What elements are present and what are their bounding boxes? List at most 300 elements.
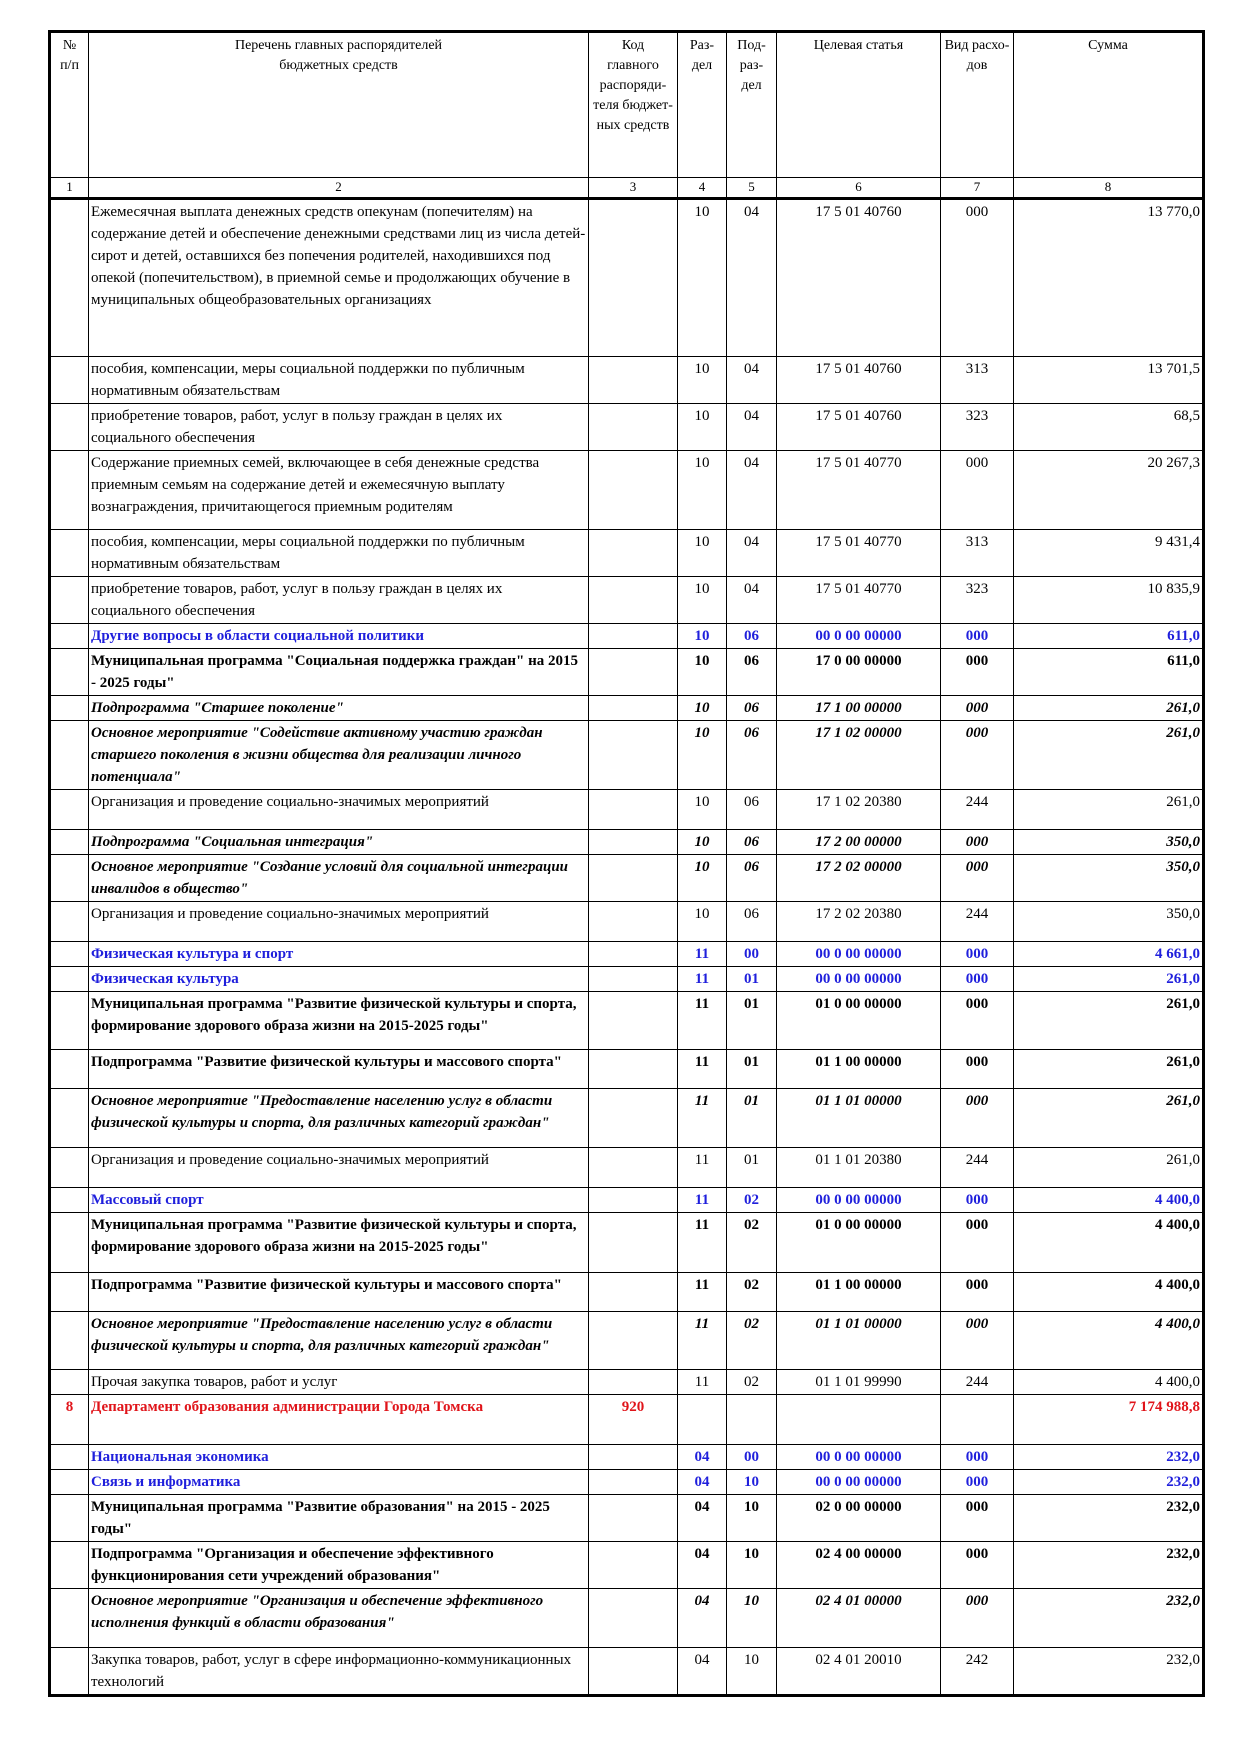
row-admin-code: 920 <box>589 1395 678 1445</box>
column-number: 3 <box>589 178 678 199</box>
row-target-article: 01 1 01 00000 <box>777 1089 941 1148</box>
row-expense-type: 000 <box>941 1273 1014 1312</box>
row-expense-type: 000 <box>941 1213 1014 1273</box>
row-section: 10 <box>678 721 727 790</box>
row-number <box>50 1312 89 1370</box>
table-row <box>50 1312 1204 1370</box>
row-target-article: 17 2 02 00000 <box>777 855 941 902</box>
row-expense-type: 000 <box>941 721 1014 790</box>
row-expense-type: 000 <box>941 649 1014 696</box>
row-amount: 611,0 <box>1014 649 1204 696</box>
row-target-article: 17 5 01 40760 <box>777 404 941 451</box>
row-expense-type: 244 <box>941 1370 1014 1395</box>
table-row <box>50 1445 1204 1470</box>
row-target-article: 17 5 01 40770 <box>777 577 941 624</box>
row-subsection: 06 <box>727 649 777 696</box>
row-admin-code <box>589 530 678 577</box>
row-number <box>50 902 89 942</box>
row-target-article: 01 0 00 00000 <box>777 992 941 1050</box>
row-target-article <box>777 1395 941 1445</box>
row-amount: 261,0 <box>1014 1089 1204 1148</box>
row-subsection: 04 <box>727 357 777 404</box>
table-row <box>50 649 1204 696</box>
row-name: Прочая закупка товаров, работ и услуг <box>89 1370 589 1395</box>
row-expense-type: 313 <box>941 357 1014 404</box>
row-amount: 261,0 <box>1014 1148 1204 1188</box>
row-amount: 232,0 <box>1014 1445 1204 1470</box>
row-target-article: 00 0 00 00000 <box>777 967 941 992</box>
row-expense-type: 323 <box>941 577 1014 624</box>
row-amount: 20 267,3 <box>1014 451 1204 530</box>
row-subsection: 10 <box>727 1495 777 1542</box>
row-section: 11 <box>678 1273 727 1312</box>
row-number <box>50 1089 89 1148</box>
row-section: 10 <box>678 790 727 830</box>
row-amount: 4 400,0 <box>1014 1213 1204 1273</box>
row-admin-code <box>589 1213 678 1273</box>
row-section: 10 <box>678 902 727 942</box>
row-amount: 4 400,0 <box>1014 1370 1204 1395</box>
row-subsection: 04 <box>727 404 777 451</box>
row-admin-code <box>589 1542 678 1589</box>
row-subsection: 02 <box>727 1273 777 1312</box>
row-subsection: 10 <box>727 1542 777 1589</box>
table-row <box>50 1213 1204 1273</box>
row-expense-type: 000 <box>941 1312 1014 1370</box>
row-section: 11 <box>678 992 727 1050</box>
row-name: Основное мероприятие "Организация и обеспечение эффективного исполнения функций в области образования" <box>89 1589 589 1648</box>
row-name: Физическая культура <box>89 967 589 992</box>
row-amount: 4 661,0 <box>1014 942 1204 967</box>
row-admin-code <box>589 721 678 790</box>
table-row <box>50 1589 1204 1648</box>
row-subsection: 06 <box>727 855 777 902</box>
table-row <box>50 1370 1204 1395</box>
row-number <box>50 649 89 696</box>
row-admin-code <box>589 357 678 404</box>
row-section: 11 <box>678 967 727 992</box>
row-amount: 68,5 <box>1014 404 1204 451</box>
row-subsection: 06 <box>727 624 777 649</box>
row-name: Закупка товаров, работ, услуг в сфере информационно-коммуникационных технологий <box>89 1648 589 1696</box>
row-subsection: 04 <box>727 199 777 357</box>
row-amount: 232,0 <box>1014 1542 1204 1589</box>
row-number <box>50 1370 89 1395</box>
row-section: 11 <box>678 1089 727 1148</box>
row-name: Основное мероприятие "Предоставление населению услуг в области физической культуры и спорта, для различных категорий граждан" <box>89 1312 589 1370</box>
row-section: 10 <box>678 830 727 855</box>
row-amount: 13 770,0 <box>1014 199 1204 357</box>
row-amount: 350,0 <box>1014 830 1204 855</box>
row-name: Связь и информатика <box>89 1470 589 1495</box>
row-target-article: 02 4 00 00000 <box>777 1542 941 1589</box>
row-expense-type: 000 <box>941 830 1014 855</box>
row-expense-type: 000 <box>941 624 1014 649</box>
row-number <box>50 1470 89 1495</box>
row-admin-code <box>589 696 678 721</box>
column-number: 8 <box>1014 178 1204 199</box>
row-section: 10 <box>678 855 727 902</box>
row-number <box>50 1495 89 1542</box>
row-number <box>50 404 89 451</box>
row-subsection: 02 <box>727 1312 777 1370</box>
row-expense-type: 000 <box>941 1495 1014 1542</box>
row-name: Муниципальная программа "Развитие физической культуры и спорта, формирование здорового образа жизни на 2015-2025 годы" <box>89 1213 589 1273</box>
row-target-article: 01 1 01 00000 <box>777 1312 941 1370</box>
row-admin-code <box>589 1188 678 1213</box>
row-subsection: 00 <box>727 942 777 967</box>
column-number-row <box>50 178 1204 199</box>
row-target-article: 17 1 00 00000 <box>777 696 941 721</box>
row-target-article: 02 4 01 20010 <box>777 1648 941 1696</box>
table-row <box>50 1148 1204 1188</box>
row-section: 04 <box>678 1445 727 1470</box>
row-section <box>678 1395 727 1445</box>
row-target-article: 00 0 00 00000 <box>777 1470 941 1495</box>
row-admin-code <box>589 1470 678 1495</box>
row-amount: 232,0 <box>1014 1495 1204 1542</box>
row-expense-type: 000 <box>941 696 1014 721</box>
row-target-article: 02 4 01 00000 <box>777 1589 941 1648</box>
row-number <box>50 830 89 855</box>
row-target-article: 17 1 02 00000 <box>777 721 941 790</box>
row-section: 11 <box>678 1213 727 1273</box>
row-target-article: 17 5 01 40770 <box>777 451 941 530</box>
header-target-article: Целевая статья <box>777 32 941 178</box>
table-row <box>50 451 1204 530</box>
row-section: 10 <box>678 577 727 624</box>
row-target-article: 02 0 00 00000 <box>777 1495 941 1542</box>
row-expense-type: 244 <box>941 902 1014 942</box>
row-name: Муниципальная программа "Развитие физической культуры и спорта, формирование здорового образа жизни на 2015-2025 годы" <box>89 992 589 1050</box>
row-number <box>50 790 89 830</box>
row-section: 11 <box>678 1148 727 1188</box>
row-section: 04 <box>678 1648 727 1696</box>
row-subsection: 04 <box>727 451 777 530</box>
row-admin-code <box>589 451 678 530</box>
row-name: Массовый спорт <box>89 1188 589 1213</box>
row-admin-code <box>589 1589 678 1648</box>
row-subsection: 01 <box>727 1050 777 1089</box>
row-admin-code <box>589 404 678 451</box>
row-amount: 350,0 <box>1014 855 1204 902</box>
table-row <box>50 404 1204 451</box>
row-name: Подпрограмма "Социальная интеграция" <box>89 830 589 855</box>
row-subsection: 06 <box>727 696 777 721</box>
row-amount: 261,0 <box>1014 967 1204 992</box>
row-target-article: 00 0 00 00000 <box>777 942 941 967</box>
row-section: 10 <box>678 649 727 696</box>
row-target-article: 00 0 00 00000 <box>777 1445 941 1470</box>
row-subsection: 01 <box>727 967 777 992</box>
row-amount: 4 400,0 <box>1014 1273 1204 1312</box>
row-subsection: 06 <box>727 721 777 790</box>
row-number <box>50 942 89 967</box>
row-subsection: 04 <box>727 577 777 624</box>
row-subsection: 02 <box>727 1188 777 1213</box>
row-expense-type: 242 <box>941 1648 1014 1696</box>
row-target-article: 17 1 02 20380 <box>777 790 941 830</box>
row-expense-type: 000 <box>941 1050 1014 1089</box>
table-row <box>50 790 1204 830</box>
table-header-row <box>50 32 1204 178</box>
table-row <box>50 721 1204 790</box>
row-target-article: 00 0 00 00000 <box>777 1188 941 1213</box>
row-amount: 261,0 <box>1014 721 1204 790</box>
row-number <box>50 696 89 721</box>
header-amount: Сумма <box>1014 32 1204 178</box>
column-number: 1 <box>50 178 89 199</box>
row-name: Ежемесячная выплата денежных средств опекунам (попечителям) на содержание детей и обеспечение денежными средствами лиц из числа детей-сирот и детей, оставшихся без попечения родителей, находившихся под опекой (попечительством), в приемной семье и продолжающих обучение в муниципальных общеобразовательных организациях <box>89 199 589 357</box>
row-section: 10 <box>678 530 727 577</box>
row-number <box>50 357 89 404</box>
row-expense-type: 000 <box>941 1542 1014 1589</box>
table-row <box>50 1050 1204 1089</box>
row-number <box>50 530 89 577</box>
row-admin-code <box>589 1312 678 1370</box>
row-expense-type: 313 <box>941 530 1014 577</box>
row-section: 11 <box>678 1312 727 1370</box>
row-admin-code <box>589 1445 678 1470</box>
row-expense-type: 000 <box>941 451 1014 530</box>
row-name: Содержание приемных семей, включающее в себя денежные средства приемным семьям на содержание детей и ежемесячную выплату вознаграждения, причитающегося приемным родителям <box>89 451 589 530</box>
table-row <box>50 830 1204 855</box>
row-expense-type: 000 <box>941 1445 1014 1470</box>
table-row <box>50 696 1204 721</box>
row-admin-code <box>589 790 678 830</box>
row-target-article: 01 0 00 00000 <box>777 1213 941 1273</box>
budget-table <box>48 30 1205 1697</box>
row-amount: 261,0 <box>1014 790 1204 830</box>
row-expense-type: 000 <box>941 992 1014 1050</box>
table-row <box>50 967 1204 992</box>
row-amount: 232,0 <box>1014 1589 1204 1648</box>
table-row <box>50 357 1204 404</box>
row-name: приобретение товаров, работ, услуг в пользу граждан в целях их социального обеспечения <box>89 404 589 451</box>
row-name: Организация и проведение социально-значимых мероприятий <box>89 1148 589 1188</box>
row-subsection: 01 <box>727 1089 777 1148</box>
column-number: 6 <box>777 178 941 199</box>
row-target-article: 17 5 01 40770 <box>777 530 941 577</box>
table-row <box>50 1395 1204 1445</box>
row-target-article: 17 2 00 00000 <box>777 830 941 855</box>
row-name: Основное мероприятие "Создание условий для социальной интеграции инвалидов в общество" <box>89 855 589 902</box>
table-row <box>50 855 1204 902</box>
table-row <box>50 992 1204 1050</box>
table-row <box>50 1542 1204 1589</box>
row-admin-code <box>589 992 678 1050</box>
row-amount: 4 400,0 <box>1014 1312 1204 1370</box>
row-number <box>50 1542 89 1589</box>
header-number: № п/п <box>50 32 89 178</box>
row-subsection: 00 <box>727 1445 777 1470</box>
header-expense-type: Вид расхо- дов <box>941 32 1014 178</box>
row-name: Основное мероприятие "Содействие активному участию граждан старшего поколения в жизни общества для реализации личного потенциала" <box>89 721 589 790</box>
row-name: Организация и проведение социально-значимых мероприятий <box>89 902 589 942</box>
row-expense-type <box>941 1395 1014 1445</box>
row-number <box>50 1213 89 1273</box>
row-target-article: 17 5 01 40760 <box>777 199 941 357</box>
table-row <box>50 199 1204 357</box>
row-name: Основное мероприятие "Предоставление населению услуг в области физической культуры и спорта, для различных категорий граждан" <box>89 1089 589 1148</box>
row-number <box>50 1273 89 1312</box>
row-amount: 4 400,0 <box>1014 1188 1204 1213</box>
row-section: 10 <box>678 696 727 721</box>
row-target-article: 01 1 00 00000 <box>777 1273 941 1312</box>
header-admin-code: Код главного распоряди- теля бюджет- ных средств <box>589 32 678 178</box>
row-expense-type: 000 <box>941 1188 1014 1213</box>
row-admin-code <box>589 855 678 902</box>
row-target-article: 01 1 01 99990 <box>777 1370 941 1395</box>
row-number <box>50 577 89 624</box>
table-row <box>50 1089 1204 1148</box>
row-name: Другие вопросы в области социальной политики <box>89 624 589 649</box>
row-admin-code <box>589 1273 678 1312</box>
row-subsection: 04 <box>727 530 777 577</box>
row-expense-type: 000 <box>941 942 1014 967</box>
row-target-article: 17 5 01 40760 <box>777 357 941 404</box>
row-section: 10 <box>678 357 727 404</box>
row-expense-type: 000 <box>941 855 1014 902</box>
row-amount: 261,0 <box>1014 1050 1204 1089</box>
row-subsection: 01 <box>727 992 777 1050</box>
header-name: Перечень главных распорядителей бюджетных средств <box>89 32 589 178</box>
row-name: пособия, компенсации, меры социальной поддержки по публичным нормативным обязательствам <box>89 357 589 404</box>
row-number <box>50 1648 89 1696</box>
row-subsection: 06 <box>727 830 777 855</box>
row-subsection: 06 <box>727 790 777 830</box>
table-row <box>50 1648 1204 1696</box>
row-subsection: 10 <box>727 1589 777 1648</box>
row-name: Департамент образования администрации Города Томска <box>89 1395 589 1445</box>
row-name: Муниципальная программа "Социальная поддержка граждан" на 2015 - 2025 годы" <box>89 649 589 696</box>
row-subsection: 01 <box>727 1148 777 1188</box>
row-admin-code <box>589 577 678 624</box>
row-amount: 261,0 <box>1014 992 1204 1050</box>
row-subsection: 06 <box>727 902 777 942</box>
row-name: Физическая культура и спорт <box>89 942 589 967</box>
row-amount: 611,0 <box>1014 624 1204 649</box>
row-amount: 10 835,9 <box>1014 577 1204 624</box>
row-name: приобретение товаров, работ, услуг в пользу граждан в целях их социального обеспечения <box>89 577 589 624</box>
row-subsection: 02 <box>727 1370 777 1395</box>
row-number: 8 <box>50 1395 89 1445</box>
row-target-article: 01 1 00 00000 <box>777 1050 941 1089</box>
row-number <box>50 1188 89 1213</box>
row-number <box>50 1589 89 1648</box>
header-section: Раз- дел <box>678 32 727 178</box>
row-section: 10 <box>678 199 727 357</box>
row-admin-code <box>589 967 678 992</box>
column-number: 5 <box>727 178 777 199</box>
table-row <box>50 1273 1204 1312</box>
row-number <box>50 967 89 992</box>
row-subsection: 02 <box>727 1213 777 1273</box>
row-target-article: 17 0 00 00000 <box>777 649 941 696</box>
column-number: 2 <box>89 178 589 199</box>
row-name: Подпрограмма "Развитие физической культуры и массового спорта" <box>89 1050 589 1089</box>
row-amount: 13 701,5 <box>1014 357 1204 404</box>
row-admin-code <box>589 199 678 357</box>
header-subsection: Под- раз- дел <box>727 32 777 178</box>
row-section: 04 <box>678 1542 727 1589</box>
row-expense-type: 000 <box>941 1589 1014 1648</box>
row-amount: 350,0 <box>1014 902 1204 942</box>
row-section: 10 <box>678 624 727 649</box>
table-row <box>50 1495 1204 1542</box>
row-name: Подпрограмма "Старшее поколение" <box>89 696 589 721</box>
row-admin-code <box>589 902 678 942</box>
row-number <box>50 855 89 902</box>
row-section: 11 <box>678 1188 727 1213</box>
row-admin-code <box>589 942 678 967</box>
row-target-article: 01 1 01 20380 <box>777 1148 941 1188</box>
row-admin-code <box>589 624 678 649</box>
row-admin-code <box>589 1050 678 1089</box>
row-section: 10 <box>678 451 727 530</box>
row-number <box>50 1148 89 1188</box>
row-name: Муниципальная программа "Развитие образования" на 2015 - 2025 годы" <box>89 1495 589 1542</box>
row-expense-type: 244 <box>941 790 1014 830</box>
row-number <box>50 992 89 1050</box>
row-admin-code <box>589 1648 678 1696</box>
row-amount: 9 431,4 <box>1014 530 1204 577</box>
row-section: 04 <box>678 1470 727 1495</box>
table-row <box>50 577 1204 624</box>
row-section: 11 <box>678 1370 727 1395</box>
column-number: 4 <box>678 178 727 199</box>
row-name: Подпрограмма "Развитие физической культуры и массового спорта" <box>89 1273 589 1312</box>
row-subsection: 10 <box>727 1470 777 1495</box>
row-expense-type: 000 <box>941 199 1014 357</box>
row-amount: 7 174 988,8 <box>1014 1395 1204 1445</box>
column-number: 7 <box>941 178 1014 199</box>
table-row <box>50 1188 1204 1213</box>
row-subsection <box>727 1395 777 1445</box>
table-row <box>50 624 1204 649</box>
row-number <box>50 624 89 649</box>
row-section: 04 <box>678 1495 727 1542</box>
row-number <box>50 721 89 790</box>
row-amount: 232,0 <box>1014 1648 1204 1696</box>
row-name: Национальная экономика <box>89 1445 589 1470</box>
row-section: 11 <box>678 1050 727 1089</box>
row-number <box>50 1445 89 1470</box>
table-row <box>50 942 1204 967</box>
row-target-article: 00 0 00 00000 <box>777 624 941 649</box>
row-name: Организация и проведение социально-значимых мероприятий <box>89 790 589 830</box>
row-expense-type: 323 <box>941 404 1014 451</box>
row-name: пособия, компенсации, меры социальной поддержки по публичным нормативным обязательствам <box>89 530 589 577</box>
row-admin-code <box>589 1148 678 1188</box>
row-target-article: 17 2 02 20380 <box>777 902 941 942</box>
row-admin-code <box>589 1089 678 1148</box>
table-row <box>50 902 1204 942</box>
row-section: 10 <box>678 404 727 451</box>
row-admin-code <box>589 830 678 855</box>
row-amount: 261,0 <box>1014 696 1204 721</box>
table-row <box>50 530 1204 577</box>
row-admin-code <box>589 1370 678 1395</box>
row-section: 04 <box>678 1589 727 1648</box>
row-expense-type: 244 <box>941 1148 1014 1188</box>
row-admin-code <box>589 1495 678 1542</box>
row-section: 11 <box>678 942 727 967</box>
row-expense-type: 000 <box>941 1470 1014 1495</box>
row-expense-type: 000 <box>941 967 1014 992</box>
row-admin-code <box>589 649 678 696</box>
row-name: Подпрограмма "Организация и обеспечение эффективного функционирования сети учреждений образования" <box>89 1542 589 1589</box>
